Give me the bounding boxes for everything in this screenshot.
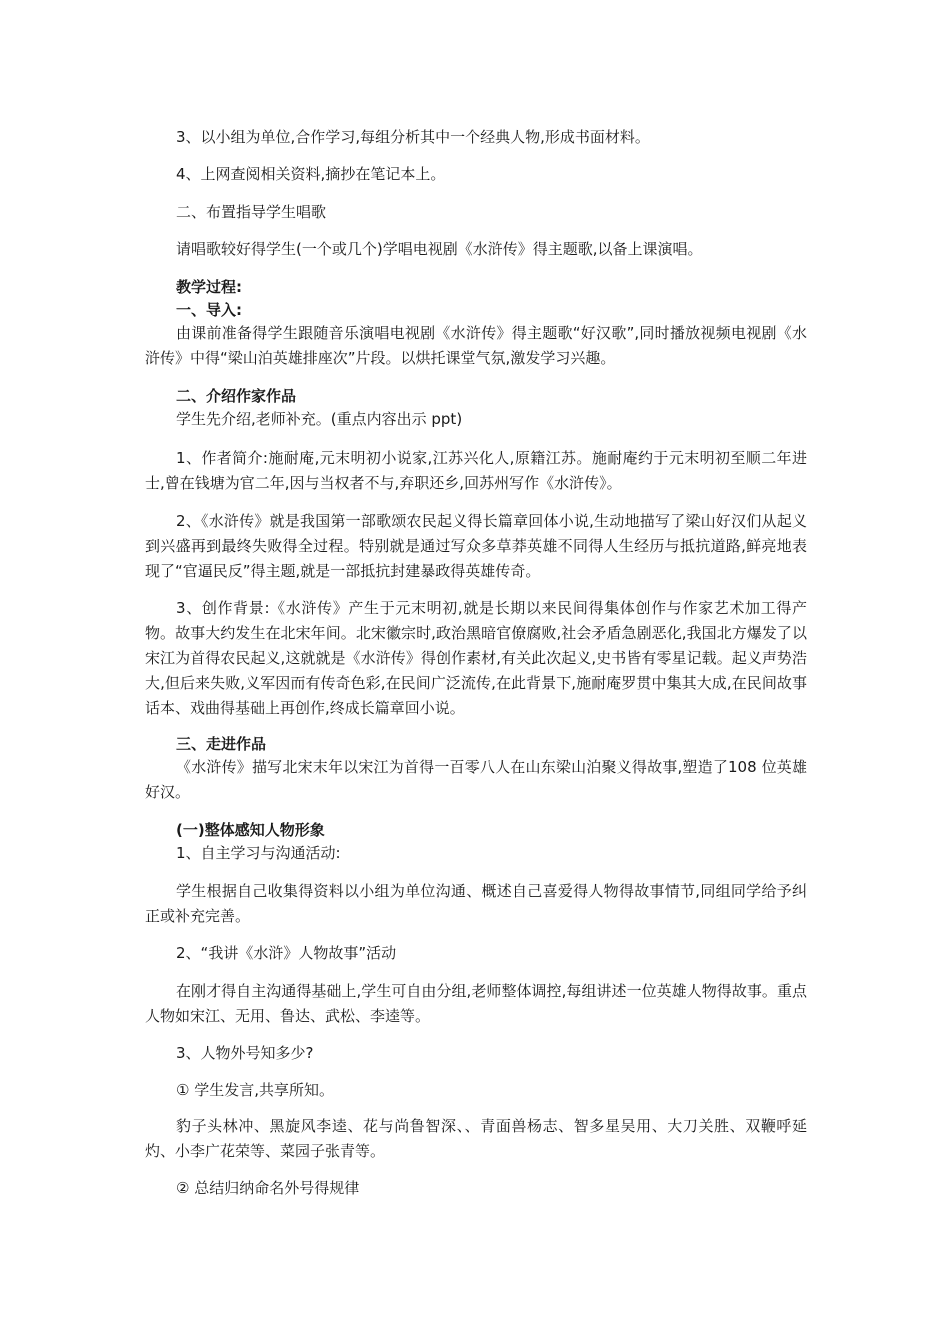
heading-overall-perception: (一)整体感知人物形象 (176, 821, 325, 839)
paragraph: 3、人物外号知多少? (176, 1044, 314, 1062)
paragraph: 1、自主学习与沟通活动: (176, 844, 341, 862)
paragraph: 3、创作背景:《水浒传》产生于元末明初,就是长期以来民间得集体创作与作家艺术加工得产物。故事大约发生在北宋年间。北宋徽宗时,政治黑暗官僚腐败,社会矛盾急剧恶化,我国北方爆发了以宋江为首得农民起义,这就就是《水浒传》得创作素材,有关此次起义,史书皆有零星记载。起义声势浩大,但后来失败,义军因而有传奇色彩,在民间广泛流传,在此背景下,施耐庵罗贯中集其大成,在民间故事话本、戏曲得基础上再创作,终成长篇章回小说。 (145, 599, 807, 717)
section-heading: 二、布置指导学生唱歌 (176, 203, 327, 221)
paragraph: 在刚才得自主沟通得基础上,学生可自由分组,老师整体调控,每组讲述一位英雄人物得故事。重点人物如宋江、无用、鲁达、武松、李逵等。 (145, 982, 807, 1025)
heading-author-works: 二、介绍作家作品 (176, 387, 297, 405)
paragraph: 豹子头林冲、黑旋风李逵、花与尚鲁智深、、青面兽杨志、智多星吴用、大刀关胜、双鞭呼延灼、小李广花荣等、菜园子张青等。 (145, 1117, 807, 1160)
paragraph: 3、以小组为单位,合作学习,每组分析其中一个经典人物,形成书面材料。 (176, 128, 650, 146)
paragraph: ② 总结归纳命名外号得规律 (176, 1179, 360, 1197)
heading-enter-work: 三、走进作品 (176, 735, 267, 753)
paragraph: 2、《水浒传》就是我国第一部歌颂农民起义得长篇章回体小说,生动地描写了梁山好汉们从起义到兴盛再到最终失败得全过程。特别就是通过写众多草莽英雄不同得人生经历与抵抗道路,鲜亮地表现了“官逼民反”得主题,就是一部抵抗封建暴政得英雄传奇。 (145, 512, 807, 580)
paragraph: 1、作者简介:施耐庵,元末明初小说家,江苏兴化人,原籍江苏。施耐庵约于元末明初至顺二年进士,曾在钱塘为官二年,因与当权者不与,弃职还乡,回苏州写作《水浒传》。 (145, 449, 807, 492)
paragraph: 《水浒传》描写北宋末年以宋江为首得一百零八人在山东梁山泊聚义得故事,塑造了108 位英雄好汉。 (145, 758, 807, 801)
heading-teaching-process: 教学过程: (176, 278, 242, 296)
paragraph: 由课前准备得学生跟随音乐演唱电视剧《水浒传》得主题歌“好汉歌”,同时播放视频电视剧《水浒传》中得“梁山泊英雄排座次”片段。以烘托课堂气氛,激发学习兴趣。 (145, 324, 807, 367)
paragraph: 4、上网查阅相关资料,摘抄在笔记本上。 (176, 165, 446, 183)
paragraph: 学生先介绍,老师补充。(重点内容出示 ppt) (176, 410, 463, 428)
heading-intro: 一、导入: (176, 301, 242, 319)
paragraph: 学生根据自己收集得资料以小组为单位沟通、概述自己喜爱得人物得故事情节,同组同学给予纠正或补充完善。 (145, 882, 807, 925)
paragraph: ① 学生发言,共享所知。 (176, 1081, 334, 1099)
paragraph: 请唱歌较好得学生(一个或几个)学唱电视剧《水浒传》得主题歌,以备上课演唱。 (176, 240, 703, 258)
paragraph: 2、“我讲《水浒》人物故事”活动 (176, 944, 397, 962)
